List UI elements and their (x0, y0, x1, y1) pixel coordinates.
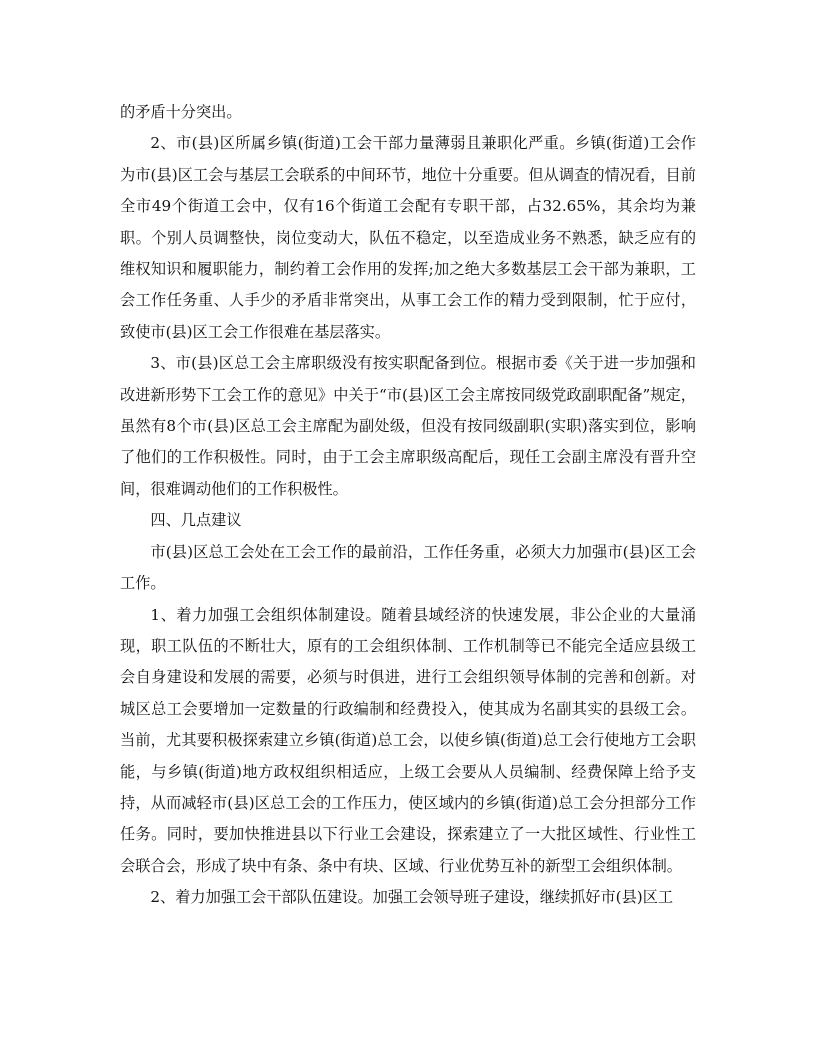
document-body (120, 97, 696, 914)
paragraph-item-3: 3、市(县)区总工会主席职级没有按实职配备到位。根据市委《关于进一步加强和改进新形势下工会工作的意见》中关于“市(县)区工会主席按同级党政副职配备”规定，虽然有8个市(县)区总工会主席配为副处级，但没有按同级副职(实职)落实到位，影响了他们的工作积极性。同时，由于工会主席职级高配后，现任工会副主席没有晋升空间，很难调动他们的工作积极性。 (120, 354, 696, 498)
paragraph-intro: 市(县)区总工会处在工会工作的最前沿，工作任务重，必须大力加强市(县)区工会工作。 (120, 542, 696, 593)
paragraph-suggestion-2: 2、着力加强工会干部队伍建设。加强工会领导班子建设，继续抓好市(县)区工 (150, 888, 674, 907)
paragraph-continuation: 的矛盾十分突出。 (120, 103, 242, 121)
paragraph-suggestion-1: 1、着力加强工会组织体制建设。随着县域经济的快速发展，非公企业的大量涌现，职工队伍的不断壮大，原有的工会组织体制、工作机制等已不能完全适应县级工会自身建设和发展的需要，必须与时俱进，进行工会组织领导体制的完善和创新。对城区总工会要增加一定数量的行政编制和经费投入，使其成为名副其实的县级工会。当前，尤其要积极探索建立乡镇(街道)总工会，以使乡镇(街道)总工会行使地方工会职能，与乡镇(街道)地方政权组织相适应，上级工会要从人员编制、经费保障上给予支持，从而减轻市(县)区总工会的工作压力，使区域内的乡镇(街道)总工会分担部分工作任务。同时，要加快推进县以下行业工会建设，探索建立了一大批区域性、行业性工会联合会，形成了块中有条、条中有块、区域、行业优势互补的新型工会组织体制。 (120, 605, 696, 875)
paragraph-item-2: 2、市(县)区所属乡镇(街道)工会干部力量薄弱且兼职化严重。乡镇(街道)工会作为市(县)区工会与基层工会联系的中间环节，地位十分重要。但从调查的情况看，目前全市49个街道工会中，仅有16个街道工会配有专职干部，占32.65%，其余均为兼职。个别人员调整快，岗位变动大，队伍不稳定，以至造成业务不熟悉，缺乏应有的维权知识和履职能力，制约着工会作用的发挥;加之绝大多数基层工会干部为兼职，工会工作任务重、人手少的矛盾非常突出，从事工会工作的精力受到限制，忙于应付，致使市(县)区工会工作很难在基层落实。 (120, 134, 696, 341)
section-heading: 四、几点建议 (150, 511, 242, 530)
